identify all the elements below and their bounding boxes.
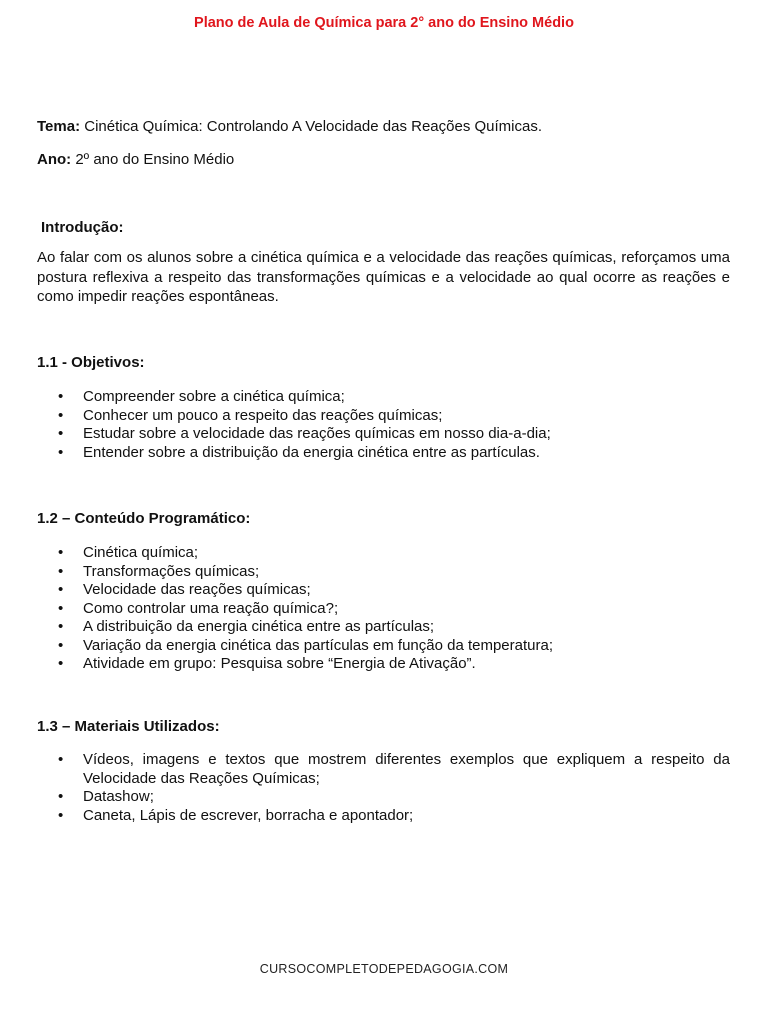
- objetivos-heading: 1.1 - Objetivos:: [37, 354, 145, 371]
- tema-line: [37, 118, 542, 135]
- ano-value: 2º ano do Ensino Médio: [75, 151, 235, 168]
- introducao-heading: Introdução:: [41, 219, 124, 236]
- list-item: • Transformações químicas;: [37, 563, 730, 582]
- tema-value: Cinética Química: Controlando A Velocidade das Reações Químicas.: [84, 118, 542, 135]
- list-item: • Entender sobre a distribuição da energia cinética entre as partículas.: [37, 444, 730, 463]
- conteudo-list: [37, 544, 730, 674]
- objetivos-list: [37, 388, 730, 462]
- list-item: • Compreender sobre a cinética química;: [37, 388, 730, 407]
- list-item: • Atividade em grupo: Pesquisa sobre “Energia de Ativação”.: [37, 655, 730, 674]
- ano-line: [37, 151, 234, 168]
- ano-label: Ano:: [37, 151, 72, 168]
- list-item: • Datashow;: [37, 788, 730, 807]
- list-item: • A distribuição da energia cinética entre as partículas;: [37, 618, 730, 637]
- list-item: • Vídeos, imagens e textos que mostrem diferentes exemplos que expliquem a respeito da Velocidade das Reações Químicas;: [37, 751, 730, 788]
- list-item: • Velocidade das reações químicas;: [37, 581, 730, 600]
- introducao-text: Ao falar com os alunos sobre a cinética química e a velocidade das reações químicas, reforçamos uma postura reflexiva a respeito das transformações químicas e a velocidade ao qual ocorre as reações e como impedir reações espontâneas.: [37, 249, 730, 305]
- tema-label: Tema:: [37, 118, 81, 135]
- materiais-list: [37, 751, 730, 825]
- list-item: • Cinética química;: [37, 544, 730, 563]
- list-item: • Estudar sobre a velocidade das reações químicas em nosso dia-a-dia;: [37, 425, 730, 444]
- page-title: Plano de Aula de Química para 2° ano do Ensino Médio: [194, 15, 574, 31]
- list-item: • Conhecer um pouco a respeito das reações químicas;: [37, 407, 730, 426]
- list-item: • Variação da energia cinética das partículas em função da temperatura;: [37, 637, 730, 656]
- conteudo-heading: 1.2 – Conteúdo Programático:: [37, 510, 251, 527]
- list-item: • Como controlar uma reação química?;: [37, 600, 730, 619]
- footer-site: CURSOCOMPLETODEPEDAGOGIA.COM: [259, 962, 509, 976]
- list-item: • Caneta, Lápis de escrever, borracha e apontador;: [37, 807, 730, 826]
- materiais-heading: 1.3 – Materiais Utilizados:: [37, 718, 220, 735]
